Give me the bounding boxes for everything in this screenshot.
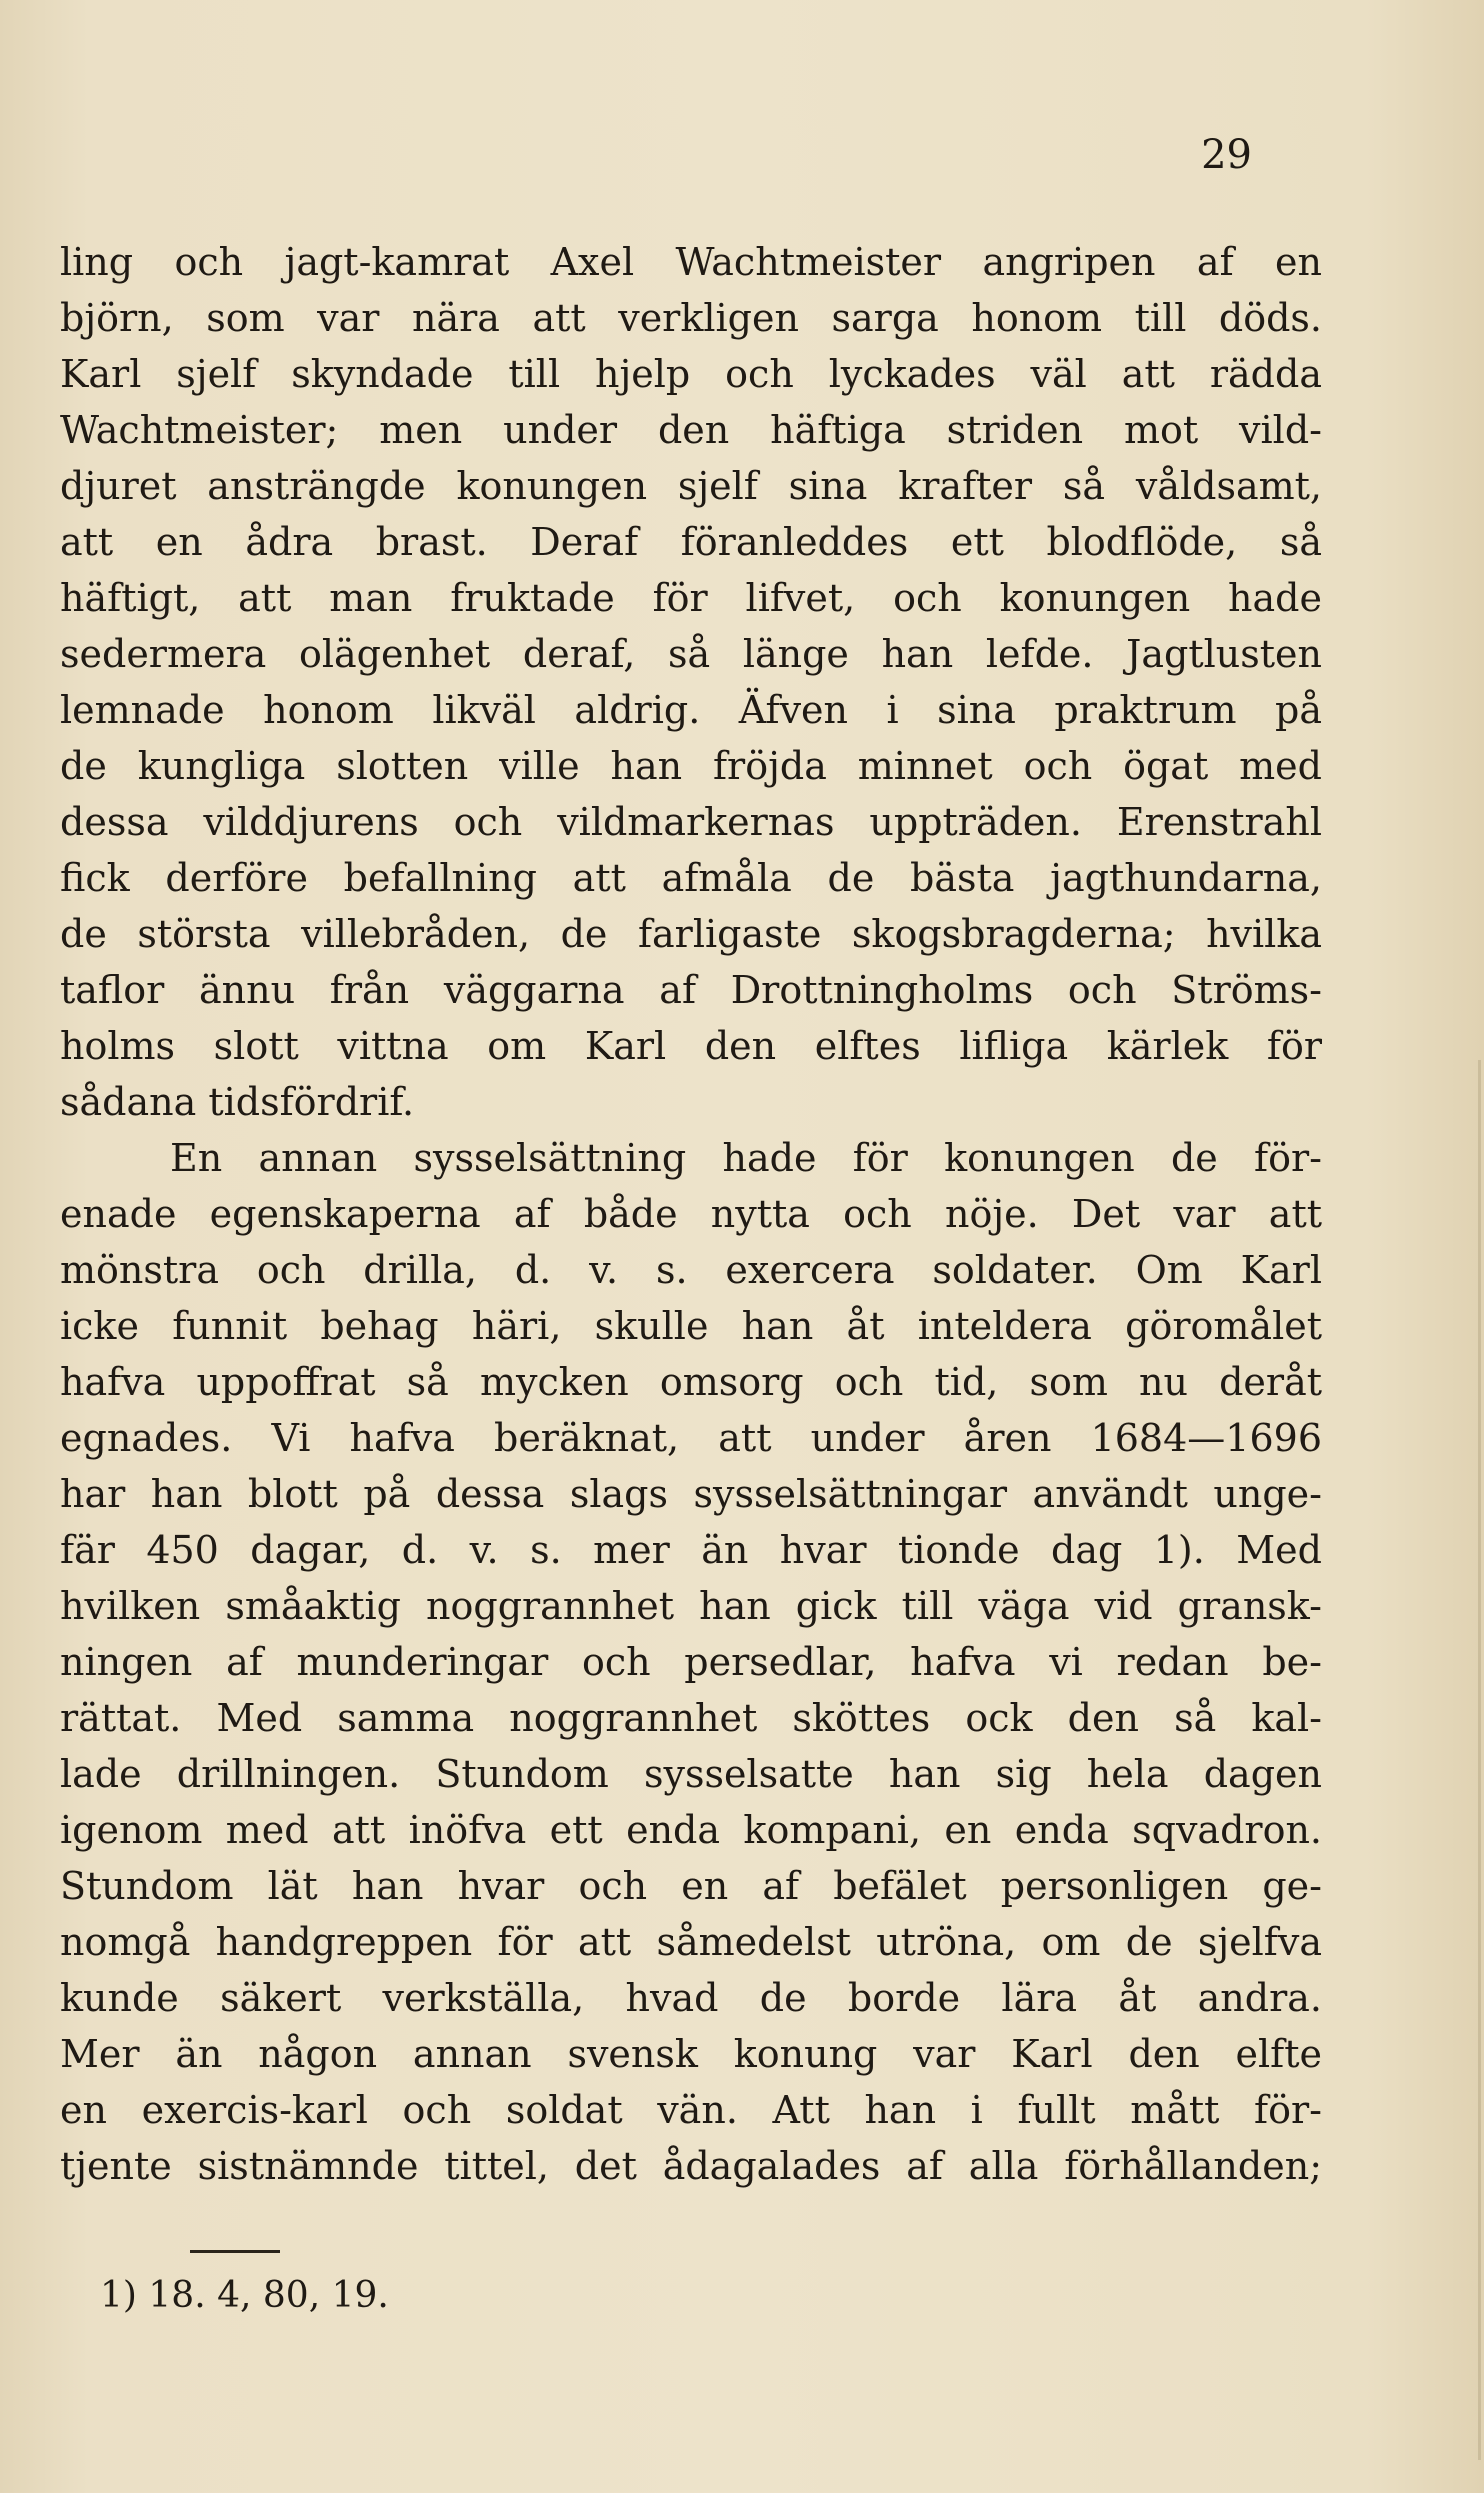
text-line: en exercis-karl och soldat vän. Att han i fullt mått för-	[60, 2088, 1322, 2132]
text-line: Wachtmeister; men under den häftiga striden mot vild-	[60, 408, 1322, 452]
text-line: rättat. Med samma noggrannhet sköttes ock den så kal-	[60, 1696, 1322, 1740]
text-line: ningen af munderingar och persedlar, hafva vi redan be-	[60, 1640, 1322, 1684]
text-line: fär 450 dagar, d. v. s. mer än hvar tionde dag 1). Med	[60, 1528, 1322, 1572]
text-line: har han blott på dessa slags sysselsättningar användt unge-	[60, 1472, 1322, 1516]
text-line: Karl sjelf skyndade till hjelp och lyckades väl att rädda	[60, 352, 1322, 396]
text-line: igenom med att inöfva ett enda kompani, en enda sqvadron.	[60, 1808, 1322, 1852]
text-line: holms slott vittna om Karl den elftes lifliga kärlek för	[60, 1024, 1322, 1068]
text-line: de största villebråden, de farligaste skogsbragderna; hvilka	[60, 912, 1322, 956]
text-line: sådana tidsfördrif.	[60, 1080, 415, 1124]
text-line: sedermera olägenhet deraf, så länge han lefde. Jagtlusten	[60, 632, 1322, 676]
text-line: hvilken småaktig noggrannhet han gick till väga vid gransk-	[60, 1584, 1322, 1628]
footnote: 1) 18. 4, 80, 19.	[100, 2275, 389, 2316]
text-line: enade egenskaperna af både nytta och nöje. Det var att	[60, 1192, 1322, 1236]
text-line: lemnade honom likväl aldrig. Äfven i sina praktrum på	[60, 688, 1322, 732]
text-line: djuret ansträngde konungen sjelf sina krafter så våldsamt,	[60, 464, 1322, 508]
text-line: En annan sysselsättning hade för konungen de för-	[170, 1136, 1322, 1180]
text-line: taflor ännu från väggarna af Drottningholms och Ströms-	[60, 968, 1322, 1012]
footnote-separator	[190, 2250, 280, 2253]
text-line: icke funnit behag häri, skulle han åt inteldera göromålet	[60, 1304, 1322, 1348]
text-line: kunde säkert verkställa, hvad de borde lära åt andra.	[60, 1976, 1322, 2020]
text-line: björn, som var nära att verkligen sarga honom till döds.	[60, 296, 1322, 340]
text-line: dessa vilddjurens och vildmarkernas uppträden. Erenstrahl	[60, 800, 1322, 844]
text-line: tjente sistnämnde tittel, det ådagalades af alla förhållanden;	[60, 2144, 1322, 2188]
text-line: hafva uppoffrat så mycken omsorg och tid, som nu deråt	[60, 1360, 1322, 1404]
text-line: att en ådra brast. Deraf föranleddes ett blodflöde, så	[60, 520, 1322, 564]
text-line: nomgå handgreppen för att såmedelst utröna, om de sjelfva	[60, 1920, 1322, 1964]
text-line: häftigt, att man fruktade för lifvet, och konungen hade	[60, 576, 1322, 620]
text-line: lade drillningen. Stundom sysselsatte han sig hela dagen	[60, 1752, 1322, 1796]
text-line: egnades. Vi hafva beräknat, att under åren 1684—1696	[60, 1416, 1322, 1460]
text-line: Mer än någon annan svensk konung var Karl den elfte	[60, 2032, 1322, 2076]
page-number: 29	[1201, 132, 1252, 178]
text-line: fick derföre befallning att afmåla de bästa jagthundarna,	[60, 856, 1322, 900]
page-edge-shadow	[1478, 1060, 1481, 2460]
text-line: ling och jagt-kamrat Axel Wachtmeister angripen af en	[60, 240, 1322, 284]
text-line: mönstra och drilla, d. v. s. exercera soldater. Om Karl	[60, 1248, 1322, 1292]
body-text	[60, 234, 1322, 2194]
text-line: de kungliga slotten ville han fröjda minnet och ögat med	[60, 744, 1322, 788]
text-line: Stundom lät han hvar och en af befälet personligen ge-	[60, 1864, 1322, 1908]
